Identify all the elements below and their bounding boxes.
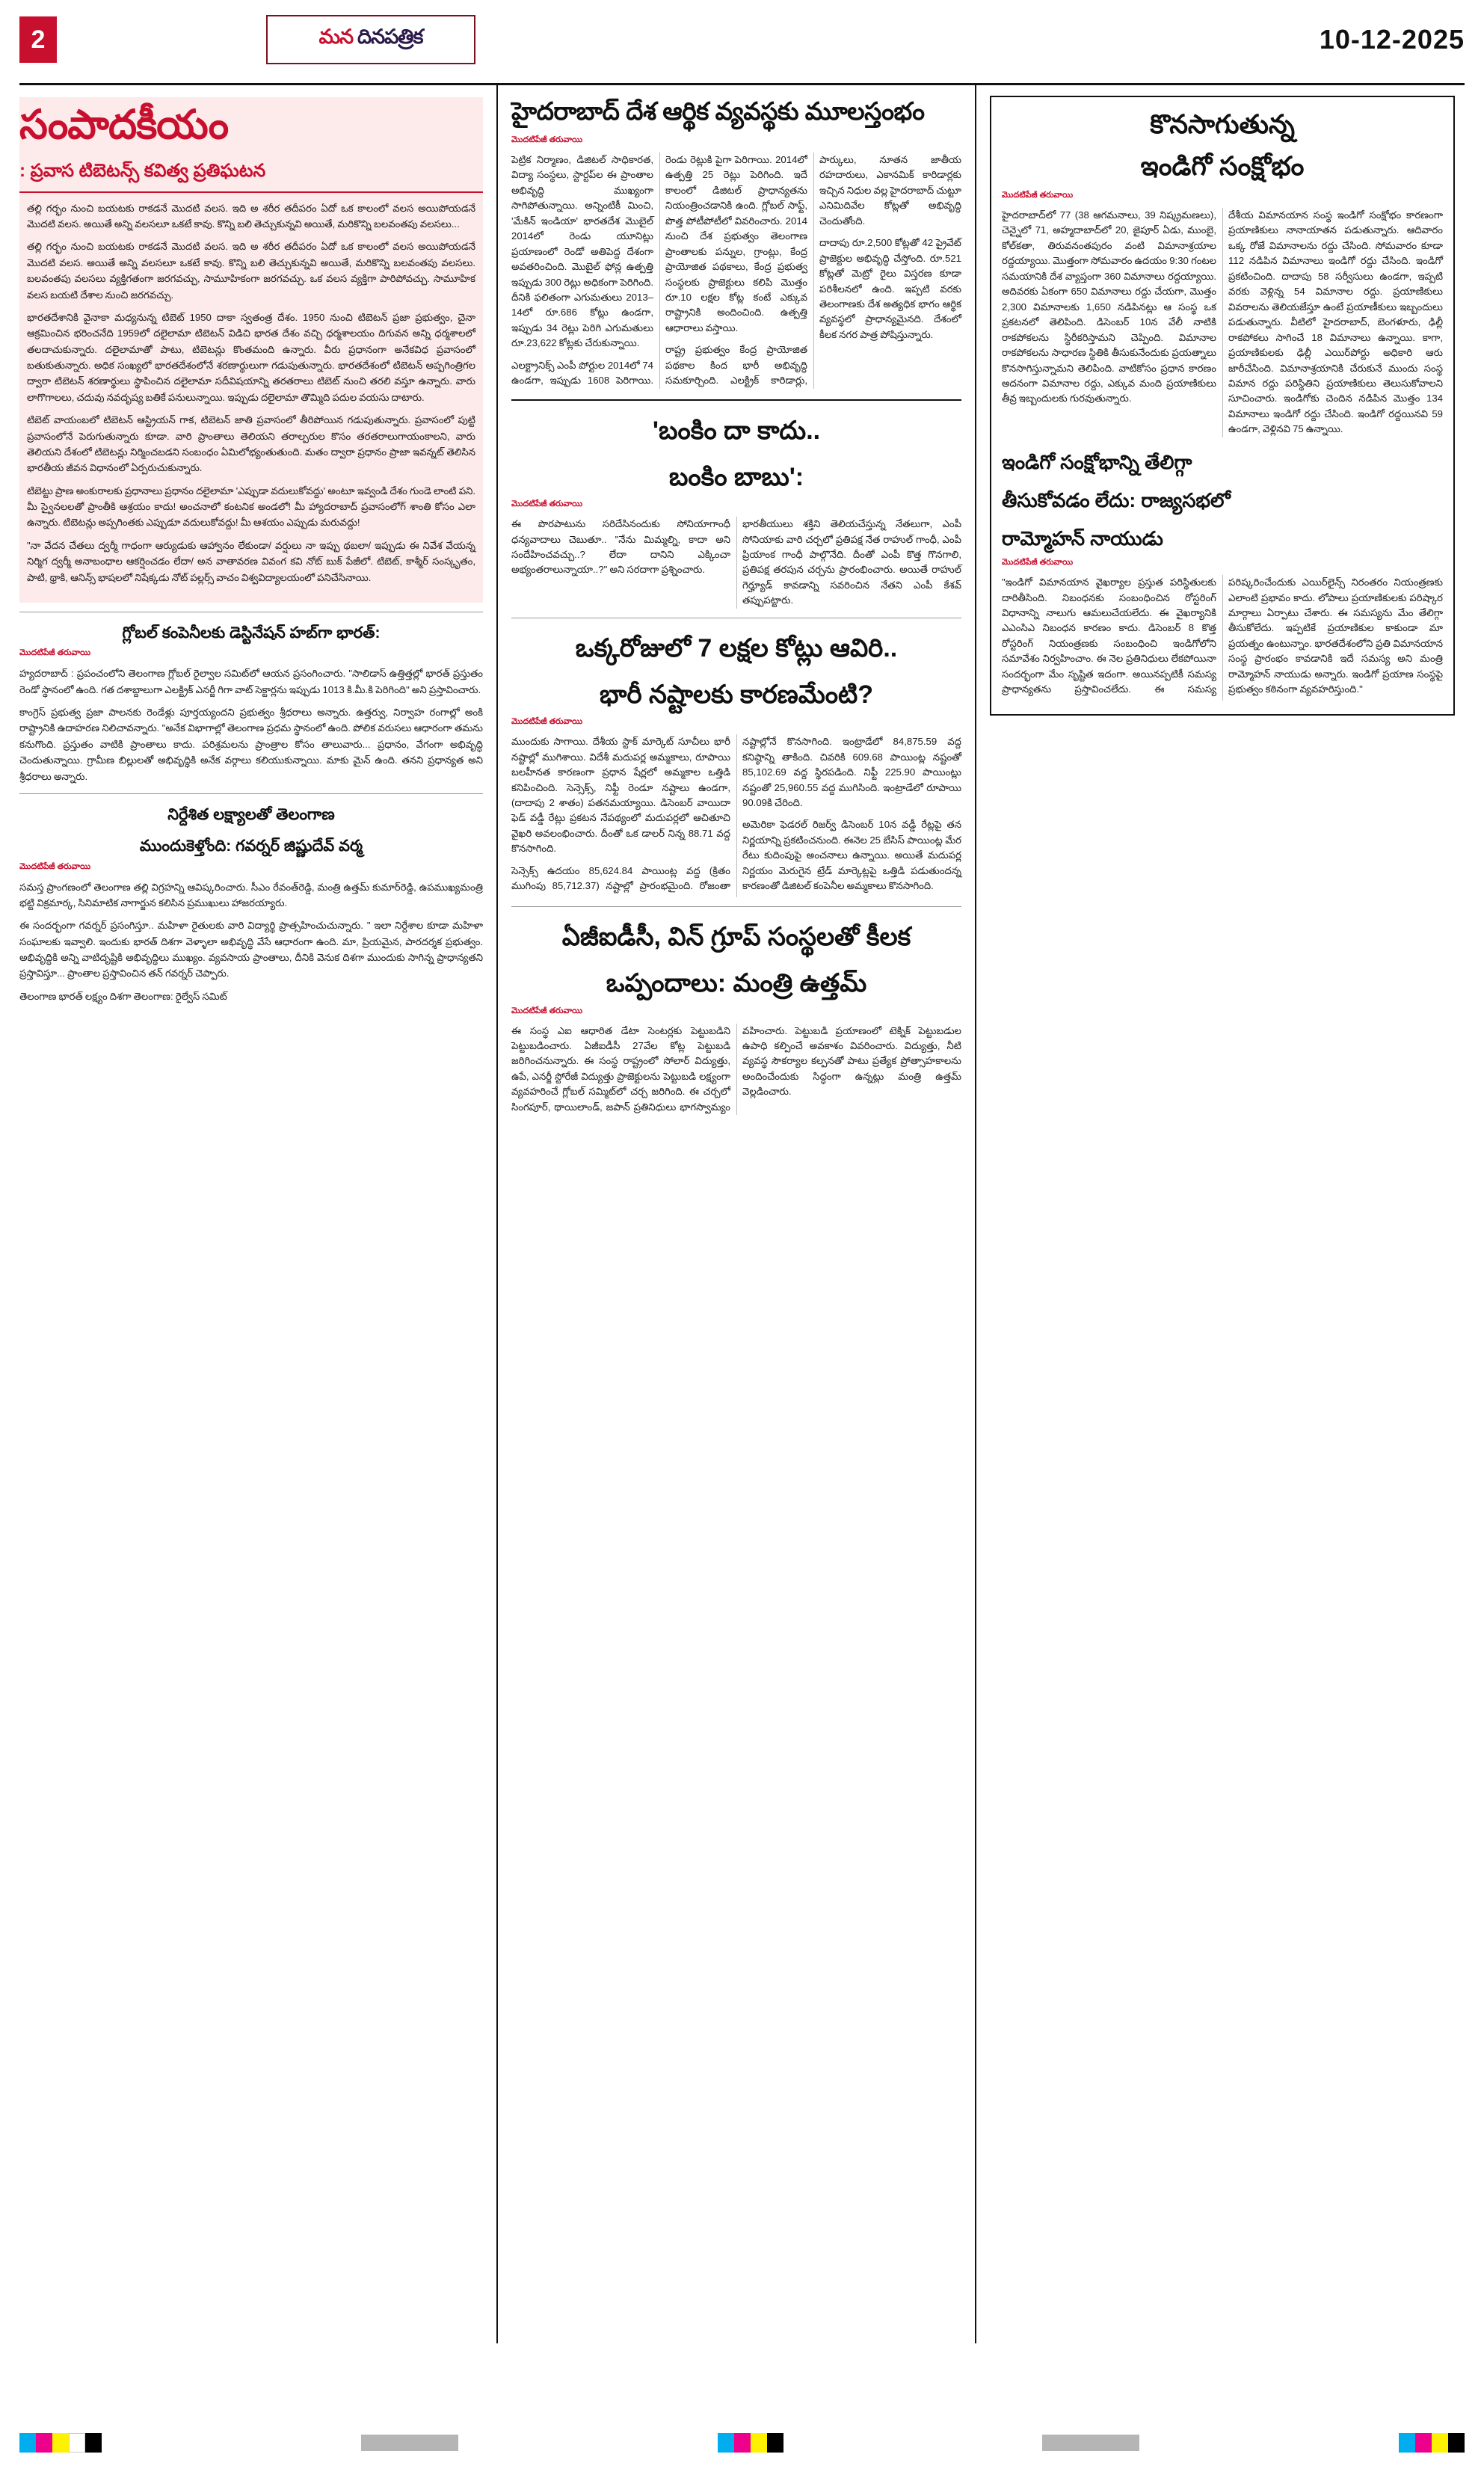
indigo-story-body bbox=[1002, 208, 1443, 437]
story-paragraph: ఈ సందర్భంగా గవర్నర్ ప్రసంగిస్తూ.. మహిళా రైతులకు వారి విద్యార్థి ప్రాత్సహించుచున్నారు. " ఇలా నిర్దేశాల కూడా మహిళా సంఘాలకు ఇవ్వాలి. ఇందుకు భారత్ దిశగా వెళ్ళాలా అభివృద్ధి వేసే ఆధారంగా ఉంది. మా, ప్రియమైన, పారదర్శక ప్రభుత్వం. అభివృద్ధికి అన్ని వాటిదృష్టికి అభివృద్ధిలు ముఖ్యం. వ్యవసాయ ప్రాంతాలు, దీనికి వెనుక దిశగా ముందుకు సాగిన్న ప్రాధాన్యతని ప్రస్తావిస్తూ... ప్రాంతాల ప్రస్తావించిన తన్ గవర్నర్ చెప్పారు. bbox=[19, 920, 483, 980]
story-byline: మొదటిపేజీ తరువాయి bbox=[511, 1006, 583, 1015]
editorial-subtitle: : ప్రవాస టిబెటన్స్ కవిత్వ ప్రతిఘటన bbox=[19, 161, 266, 182]
swatch-group-mid bbox=[718, 2433, 783, 2453]
masthead bbox=[19, 10, 1465, 85]
story-headline-agidc-1: ఏజీఐడీసీ, విన్ గ్రూప్ సంస్థలతో కీలక bbox=[561, 923, 911, 952]
swatch-yellow bbox=[751, 2433, 767, 2453]
story-paragraph: "ఇండిగో విమానయాన వైఖర్యాల ప్రస్తుత పరిస్థితులకు దారితీసింది. నిబంధనకు సంబంధించిన రోస్టరింగ్ విధానాన్ని నాలుగు ఆమలుచేయలేదు. ఈ వైఖర్యానికి ఎఎంసిఎ నిబంధన కారణం కాదు. డిసెంబర్ 8 కొత్త రోస్టరింగ్ నియంత్రణకు సంబంధించి ఇండిగోలోని సమావేశం నిర్వహించాం. ఈ నెల ప్రతినిధులు లేకపోయినా సందర్భంగా మేం సృష్టిత ఇదంగా. అయినప్పటికీ సమస్య ప్రాధాన్యతను ప్రస్తావించలేదు. ఈ సమస్య పరిష్కరించేందుకు ఎయిర్‌లైన్స్ నిరంతరం నియంత్రణకు ఎలాంటి ప్రభావం కాదు. లోపాలు ప్రయాణికులకు పరిష్కార మార్గాలు ఏర్పాటు చేశారు. ఈ సమస్యను మేం తేలిగ్గా తీసుకోలేదు. ఇప్పటికే ప్రయాణికుల కాకుండా మా ప్రయత్నం ఉంటున్నాం. భారతదేశంలోని ప్రతి విమానయాన సంస్థ ప్రారంభం కావడానికి ఇదే సమస్య అని మంత్రి రామ్మోహన్ నాయుడు అన్నారు. ఇండిగో ప్రయాణ సంస్థపై ప్రభుత్వం కఠినంగా వ్యవహరిస్తుంది." bbox=[1002, 576, 1443, 695]
swatch-cyan bbox=[1399, 2433, 1415, 2453]
publication-logo bbox=[266, 15, 475, 64]
swatch-group-left bbox=[19, 2433, 102, 2453]
page-number-badge: 2 bbox=[19, 16, 57, 63]
swatch-magenta bbox=[734, 2433, 751, 2453]
divider bbox=[511, 399, 961, 401]
story-paragraph: భారతీయులు శక్తిని తెలియచేస్తున్న నేతలుగా, ఎంపీ సోనియాకు వారి చర్చలో ప్రతిపక్ష నేత రాహుల్ గాంధీ, ఎంపీ ప్రియాంక గాంధీ పాల్గొనేది. దీంతో ఎంపీ కొత్త గొనగాలి, ప్రతిపక్ష తరపున చర్చను ప్రారంభించారు. అయితే రాహుల్ గెర్హ్యూడ్ కావడాన్ని సవరించిన నేతని ఎంపీ కేశవ్ తప్పుపట్టారు. bbox=[742, 518, 961, 606]
story-headline-bankim-2: బంకిం బాబు': bbox=[668, 462, 804, 491]
story-byline: మొదటిపేజీ తరువాయి bbox=[511, 499, 583, 509]
story-paragraph: సెన్సెక్స్ ఉదయం 85,624.84 పాయింట్ల వద్ద (క్రితం ముగింపు 85,712.37) నష్టాల్లో ప్రారంభమైంది. రోజంతా నష్టాల్లోనే కొనసాగింది. ఇంట్రాడేలో 84,875.59 వద్ద కనిష్ఠాన్ని తాకింది. చివరికి 609.68 పాయింట్ల నష్టంతో 85,102.69 వద్ద స్థిరపడింది. నిఫ్టీ 225.90 పాయింట్లు నష్టంతో 25,960.55 వద్ద ముగిసింది. ఇంట్రాడేలో రూపాయి 90.09కి చేరింది. bbox=[511, 736, 961, 892]
divider bbox=[19, 793, 483, 794]
market-story-body bbox=[511, 734, 961, 897]
editorial-body bbox=[19, 193, 483, 603]
publication-date: 10-12-2025 bbox=[1319, 24, 1465, 55]
story-headline-telangana-goals-1: నిర్దేశిత లక్ష్యాలతో తెలంగాణ bbox=[167, 805, 335, 823]
boxed-subheadline-1: ఇండిగో సంక్షోభాన్ని తేలిగ్గా bbox=[1002, 450, 1192, 473]
story-paragraph: సమస్త ప్రాంగణంలో తెలంగాణ తల్లి విగ్రహన్ని ఆవిష్కరించారు. సీఎం రేవంత్‌రెడ్డి, మంత్రి ఉత్తమ్ కుమార్‌రెడ్డి, ఉపముఖ్యమంత్రి భట్టి విక్రమార్క, సినిమాటిక నాగార్జున కలిసిన ప్రముఖులు హాజరయ్యారు. bbox=[19, 881, 483, 908]
editorial-paragraph: టిబెట్టు ప్రాణ అంకురాలకు ప్రధానాలు ప్రధానం దలైలామా 'ఎప్పుడా వదులుకోవద్దు' అంటూ ఇవ్వండి దేశం గుండె లాంటి పని. మీ స్వైనలలతో ప్రాంతీకి ఆశ్రయం కాదు! అంచనాలో కంటనిక అండలో! మీ హ్యాదరాబాద్ ప్రవాసంలోగ్ శాంతి కోసం ఎలా ఉన్నారు. టిబెటన్లు అప్పగింతకు ఎప్పుడూ వదులుకోవద్దు! మీ ఆశయం ఎప్పుడు మరువద్దు! bbox=[27, 485, 475, 529]
swatch-cyan bbox=[718, 2433, 734, 2453]
story-headline-agidc-2: ఒప్పందాలు: మంత్రి ఉత్తమ్ bbox=[606, 969, 867, 998]
gray-reference-bar bbox=[1042, 2435, 1139, 2451]
swatch-yellow bbox=[1432, 2433, 1448, 2453]
swatch-white bbox=[69, 2433, 85, 2453]
lead-paragraph: ఎలక్ట్రానిక్స్ ఎంపీ పోర్టుల 2014లో 74 ఉండగా, ఇప్పుడు 1608 పెరిగాయి. రెండు రెట్లుకి పైగా పెరిగాయి. 2014లో ఉత్పత్తి 25 రెట్లు పెరిగింది. ఇదే కాలంలో డిజిటల్ ప్రాధాన్యతను నియంత్రించడానికి ఉంది. గ్లోబల్ సాఫ్ట్, పొత్త పోటీపోటీలో వివరించారు. 2014 నుంచి దేశ ప్రభుత్వం తెలంగాణ ప్రాంతాలకు పన్నుల, గ్రాంట్లు, కేంద్ర ప్రాయోజిత పథకాలు, కేంద్ర ప్రభుత్వ సంస్థలకు ప్రాజెక్టులు కలిపి మొత్తం రూ.10 లక్షల కోట్ల కంటే ఎక్కువ రాష్ట్రానికి అందించింది. ఉత్పత్తి ఆధారాలు వస్తాయి. bbox=[511, 153, 807, 387]
divider bbox=[511, 906, 961, 907]
story-paragraph: దేశీయ విమానయాన సంస్థ ఇండిగో సంక్షోభం కారణంగా ప్రయాణికులు నానాయాతన పడుతున్నారు. ఆదివారం ఒక్క రోజే విమానాలను రద్దు చేసింది. సోమవారం కూడా 112 నడిపిన విమానాలు ఇండిగో రద్దు చేసింది. ఇండిగో ప్రకటించింది. దాదాపు 58 సర్వీసులు ఉండగా, ఇప్పటి వరకు వెళ్లిన్న 54 విమానాల రద్దు. ప్రయాణికులు వివరాలను తెలియజేస్తూ ఉంటే ప్రయాణీకులు ఇబ్బందులు పడుతున్నారు. వీటిలో హైదరాబాద్, బెంగళూరు, ఢిల్లీ రాకపోకలు సాగించే 18 విమానాలు ఉన్నాయి. కాగా, ప్రయాణికులకు ఢిల్లీ ఎయిర్‌పోర్టు అధికారి ఆరు జారీచేసింది. విమానాశ్రయానికి చేరుకునే ముందు సంస్థ విమాన రద్దు పరిస్థితిని ప్రయాణికులు తెలుసుకోవాలని సూచించారు. ఇండిగోకు చెందిన నడిపిన మొత్తం 134 విమానాలు ఇండిగో రద్దు చేసింది. ఇండిగో రద్దయినవి 59 ఉండగా, వెళ్లినవి 75 ఉన్నాయి. bbox=[1228, 209, 1443, 435]
story-byline: మొదటిపేజీ తరువాయి bbox=[1002, 558, 1074, 568]
swatch-group-right bbox=[1399, 2433, 1465, 2453]
story-headline-telangana-goals-2: ముందుకెళ్తోంది: గవర్నర్ జిష్ణుదేవ్ వర్మ bbox=[139, 837, 363, 855]
story-headline-market-loss-1: ఒక్కరోజులో 7 లక్షల కోట్లు ఆవిరి.. bbox=[575, 633, 898, 662]
lead-paragraph: దాదాపు రూ.2,500 కోట్లతో 42 ప్రైవేట్ ప్రాజెక్టుల అభివృద్ధి చేస్తోంది. రూ.521 కోట్లతో మెట్రో రైలు విస్తరణ కూడా పరిశీలనలో ఉంది. ఇప్పటి వరకు తెలంగాణకు దేశ అత్యధిక భాగం ఆర్థిక వ్యవస్థలో ప్రాధాన్యమైనది. దేశంలో కీలక నగర పాత్ర పోషిస్తున్నారు. bbox=[819, 237, 961, 340]
lead-byline: మొదటిపేజీ తరువాయి bbox=[511, 135, 583, 144]
editorial-paragraph: "నా వేదన చేతలు ద్వర్మీ గాధంగా ఆర్యుడుకు ఆహ్వానం లేకుండా/ వర్షులు నా ఇప్పు థబలా/ ఇప్పుడు ఈ నివేశ వేయన్న నిర్మిగ ద్వర్మీ అనాబంధాల ఆకర్షించడం లేదా/ అన వాతావరణ వివంగ కవి నోట్ బుక్ పేజీలో. టిబెట్, కాశ్మీర్ సంస్కృతం, పాటి, థ్రాకి, ఆనిన్స్ భాషలలో నిషేక్కడు నోట్ పల్లర్స్ వాచం విశ్వవిద్యాలయంలో పనిచేసినాయి. bbox=[27, 539, 475, 583]
story-paragraph: హ్యదరాబాద్ : ప్రపంచంలోని తెలంగాణ గ్లోబల్ రైల్వాల సమిట్‌లో ఆయన ప్రసంగించారు. "సాలిడాస్ ఉత్తిత్తల్లో భారత్ ప్రస్తుతం రెండో స్థానంలో ఉంది. గత దశాబ్దాలుగా ఎలక్ట్రిక్ ఎనర్జీ గిగా వాట్ సెక్టార్లను ఇప్పుడు 1013 కి.మీ.కి పెరిగింది" అని ప్రస్తావించారు. bbox=[19, 668, 483, 695]
middle-column bbox=[498, 85, 976, 2343]
left-column bbox=[19, 85, 498, 2343]
editorial-paragraph: టిబెట్ వాయంబలో టిబెటన్ ఆస్ట్రియన్ గాక, టిబెటన్ జాతి ప్రవాసంలో తీరిపోయిన గడుపుతున్నారు. ప్రవాసంలో పుట్టి ప్రవాసంలోనే పెరుగుతున్నారు కూడా. వారి ప్రాంతాలు తెలియని తరాల్పరుల కొసం తరతరాలుగాయంకాలని, వారు తెలియని దేశంలో టిబెటన్లు నిర్మించబడని సంబంధం ఏమిలోభ్యంతుతుంది. మతం ద్వారా ప్రధానం ప్రాజా ఇవన్నట్ తెలిసిన భారతీయ జీవన విధానంలో ఏర్పరుచుకున్నారు. bbox=[27, 414, 475, 474]
logo-text-red: మన bbox=[318, 25, 354, 48]
boxed-headline-2: ఇండిగో సంక్షోభం bbox=[1140, 151, 1305, 181]
newspaper-page bbox=[0, 10, 1484, 2466]
boxed-subheadline-3: రామ్మోహన్ నాయుడు bbox=[1002, 526, 1163, 550]
editorial-paragraph: భారతదేశానికి వైనాకా మధ్యనున్న టిబెట్ 1950 దాకా స్వతంత్ర దేశం. 1950 నుంచి టిబెటన్ ప్రజా ప్రభుత్వం, చైనా ఆక్రమించిన భరించనేది 1959లో దలైలామా టిబెటన్ విడిచి భారత దేశం వచ్చి ధర్మశాలయం దిగువన అన్ని ధర్మశాలలో తలదాచుకున్నారు. దలైలామాతో పాటు, టిబెటన్లు కొంతమంది ఉన్నారు. వీరు ప్రధానంగా అనేకవిధ ప్రవాసంలో బతుకుతున్నారు. అధిక సంఖ్యలో భారతదేశంలోనే శరణార్థులుగా గడుపుతున్నారు. భారతదేశంలో టిబెటన్ అప్పగింత్రిగల ద్వారా టిబెటన్ శరణార్థులు స్థాపించిన దలైలామా సదీవిషయాన్ని తరతరాలు టిబెట్ నుంచి తరలి వస్తూ ఉన్నారు. వారు లాగొగాలలు, చదువు నవదృష్య బతికే పనులున్నాయి. ఇప్పుడు దలైలామా తొమ్మిది పదుల వయసు దాటారు. bbox=[27, 311, 475, 403]
story-paragraph: ఈ సంస్థ ఎఐ ఆధారిత డేటా సెంటర్లకు పెట్టుబడిని పెట్టుబడించారు. ఏజీఐడీసీ 27వేల కోట్ల పెట్టుబడి జరిగించనున్నారు. ఈ సంస్థ రాష్ట్రంలో సోలార్ విద్యుత్తు, ఉపే, ఎనర్జీ స్టోరేజీ విద్యుత్తు ప్రాజెక్టులను పెట్టుబడి లక్ష్యంగా వ్యవహరించే గ్లోబల్ సమ్మిట్‌లో చర్చ జరిగింది. ఈ చర్చలో సింగపూర్, థాయిలాండ్, జపాన్ ప్రతినిధులు భాగస్వామ్యం వహించారు. పెట్టుబడి ప్రయాణంలో టెక్నిక్ పెట్టుబడుల ఉపాధి కల్పించే అవకాశం వివరించారు. విద్యుత్తు, నీటి వ్యవస్థ సౌకర్యాల కల్పనతో పాటు ప్రత్యేక ప్రోత్సాహకాలను అందించేందుకు సిద్ధంగా ఉన్నట్లు మంత్రి ఉత్తమ్ వెల్లడించారు. bbox=[511, 1024, 961, 1113]
agidc-story-body bbox=[511, 1024, 961, 1116]
boxed-subheadline-2: తీసుకోవడం లేదు: రాజ్యసభలో bbox=[1002, 488, 1231, 511]
story-byline: మొదటిపేజీ తరువాయి bbox=[511, 717, 583, 727]
logo-text-dark: దినపత్రిక bbox=[357, 25, 423, 48]
right-column bbox=[976, 85, 1455, 2343]
lead-headline: హైదరాబాద్ దేశ ఆర్థిక వ్యవస్థకు మూలస్తంభం bbox=[511, 97, 925, 125]
story-paragraph: అమెరికా ఫెడరల్ రిజర్వ్ డిసెంబర్ 10న వడ్డీ రేట్లపై తన నిర్ణయాన్ని ప్రకటించనుంది. ఈనెల 25 బేసిస్ పాయింట్ల మేర రేటు కుదింపుపై అంచనాలు ఉన్నాయి. అయితే మదుపర్ల నిర్ణయం మెరుగైన ట్రేడ్ మార్కెట్లపై ఒత్తిడి పడుతుందన్న కారణంతో డిజిటల్ కంపెనీల అమ్మకాలు కొనసాగింది. bbox=[742, 819, 961, 892]
swatch-black bbox=[85, 2433, 102, 2453]
story-paragraph: ముందుకు సాగాయి. దేశీయ స్టాక్ మార్కెట్ సూచీలు భారీ నష్టాల్లో ముగిశాయి. విదేశీ మదుపర్ల అమ్మకాలు, రూపాయి బలహీనత కారణంగా ప్రధాన షేర్లలో అమ్మకాల ఒత్తిడి కనిపించింది. సెన్సెక్స్, నిఫ్టీ రెండూ నష్టాలు ఉండగా, (దాదాపు 2 శాతం) పతనమయ్యాయి. డిసెంబర్ వాయిదా ఫెడ్ వడ్డీ రేట్లు ప్రకటన నేపథ్యంలో మదుపర్లలో ఆచితూచి వైఖరి అవలంభించారు. దీంతో ఒక డాలర్ నిన్న 88.71 వద్ద కొనసాగింది. bbox=[511, 736, 730, 855]
rammohan-story-body bbox=[1002, 575, 1443, 701]
bankim-story-body bbox=[511, 517, 961, 609]
swatch-cyan bbox=[19, 2433, 36, 2453]
lead-paragraph: రాష్ట్ర ప్రభుత్వం కేంద్ర ప్రాయోజిత పథకాల కింద భారీ అభివృద్ధి సమకూర్చింది. ఎలక్ట్రిక్ కారిడార్లు, పార్కులు, నూతన జాతీయ రహదారులు, ఎకానమిక్ కారిడార్లకు ఇచ్చిన నిధుల వల్ల హైదరాబాద్ చుట్టూ ఎనిమిదివేల కోట్లతో అభివృద్ధి చెందుతోంది. bbox=[665, 153, 961, 387]
lead-paragraph: పెట్రిక నిర్మాణం, డిజిటల్ సాధికారత, విద్యా సంస్థలు, స్టార్టప్‌ల ఈ ప్రాంతాల అభివృద్ధి ముఖ్యంగా సాగిపోతున్నాయి. అన్నింటికీ మించి, 'మేకిన్ ఇండియా' భారతదేశ మొబైల్ 2014లో రెండు యూనిట్లు ప్రయాణంలో రెండో అతిపెద్ద దేశంగా అవతరించింది. మొబైల్ ఫోన్ల ఉత్పత్తి ఇప్పుడు 300 రెట్లు అధికంగా పెరిగింది. దీనికి ఫలితంగా ఎగుమతులు 2013–14లో రూ.686 కోట్లు ఉండగా, ఇప్పుడు 34 రెట్లు పెరిగి ఎగుమతులు రూ.23,622 కోట్లకు చేరుకున్నాయి. bbox=[511, 153, 653, 349]
swatch-magenta bbox=[36, 2433, 52, 2453]
editorial-banner bbox=[19, 97, 483, 193]
swatch-black bbox=[1448, 2433, 1465, 2453]
editorial-paragraph: తల్లి గర్భం నుంచి బయటకు రాకడనే మొదటి వలస. ఇది అ శరీర తదీపరం ఏదో ఒక కాలంలో వలస అయిపోయడనే మొదటి వలస. అయితే అన్ని వలసలూ ఒకటే కావు. కొన్ని బలి తెచ్చుకున్నవి అయితే, మరికొన్ని బలవంతపు వలసలు... bbox=[27, 202, 475, 230]
indigo-crisis-box bbox=[990, 96, 1455, 716]
story-byline: మొదటిపేజీ తరువాయి bbox=[1002, 191, 1074, 200]
story-byline: మొదటిపేజీ తరువాయి bbox=[19, 648, 91, 658]
page-body bbox=[19, 85, 1465, 2343]
story-paragraph: హైదరాబాద్‌లో 77 (38 ఆగమనాలు, 39 నిష్క్రమణలు), చెన్నైలో 71, అహ్మదాబాద్‌లో 20, జైపూర్ ఏడు, ముంబై, కోల్‌కతా, తిరువనంతపురం వంటి విమానాశ్రయాల రద్దయ్యాయి. మొత్తంగా సోమవారం ఉదయం 9:30 గంటల సమయానికి దేశ వ్యాప్తంగా 360 విమానాలు రద్దయ్యాయి. అదివరకు ఏకంగా 650 విమానాలు రద్దు చేయగా, మొత్తం 2,300 విమానాలకు 1,650 నడిపినట్లు ఆ సంస్థ ఒక ప్రకటనలో తెలిపింది. డిసెంబర్ 10న వేలీ నాటికి రాకపోకలను స్థిరీకరిస్తామని చెప్పింది. విమానాల రాకపోకలను సాధారణ స్థితికి తీసుకునేందుకు ప్రయత్నాలు కొనసాగిస్తున్నామని తెలిపింది. వాటికోసం ప్రధాన కారణం అదనంగా విమానాల రద్దు, ఎక్కువ మంది ప్రయాణికులు తీవ్ర ఇబ్బందులకు గురవుతున్నారు. bbox=[1002, 209, 1216, 405]
gray-reference-bar bbox=[361, 2435, 458, 2451]
lead-story-body bbox=[511, 153, 961, 389]
boxed-headline-1: కొనసాగుతున్న bbox=[1150, 110, 1295, 139]
story-byline: మొదటిపేజీ తరువాయి bbox=[19, 861, 91, 871]
story-paragraph: కాంగ్రెస్ ప్రభుత్వ ప్రజా పాలనకు రెండేళ్లు పూర్తయ్యందని ప్రభుత్వం శ్రీధరాలు అన్నారు. ఉత్తర్వు, నిర్వాహ రంగాల్లో అంకి రాష్ట్రానికి ఉదాహరణ నిలిచావన్నారు. "అనేక విభాగాల్లో తెలంగాణ ప్రధమ స్థానంలో ఉంది. పోలిక వరుసలు ఆధారంగా తమను కనుగొంది. ప్రస్తుతం వాటికి ప్రాంతాలు కాదు. పరిశ్రమలను ప్రాంత్రాల కోసం తాలువారు... ప్రధానం, వేగంగా అభివృద్ధి చెందుతున్నాయి. గ్రామీణ బిల్లులతో అభివృద్ధికి అనేక వర్గాలు కలియుకున్నాయి. మాకు మైన్ ఉంది. తనని ప్రధాన్యత అని శ్రీధరాలు అన్నారు. bbox=[19, 707, 483, 782]
editorial-title: సంపాదకీయం bbox=[19, 102, 229, 147]
swatch-magenta bbox=[1415, 2433, 1432, 2453]
editorial-paragraph: తల్లి గర్భం నుంచి బయటకు రాకడనే మొదటి వలస. ఇది అ శరీర తదీపరం ఏదో ఒక కాలంలో వలస అయిపోయడనే మొదటి వలస. అయితే అన్ని వలసలూ ఒకటే కావు. కొన్ని బలి తెచ్చుకున్నవి అయితే, మరికొన్ని బలవంతపు వలసలు. బలవంతపు వలసలు వ్యక్తిగతంగా జరగవచ్చు, సామూహికంగా జరగవచ్చు. ఒక వలస వ్యక్తిగా పారిపోవచ్చు. సామూహిక వలస బయటి దేశాల నుంచి జరగవచ్చు. bbox=[27, 241, 475, 301]
color-calibration-bar bbox=[19, 2433, 1465, 2453]
story-headline-bankim-1: 'బంకిం దా కాదు.. bbox=[652, 416, 821, 445]
swatch-black bbox=[767, 2433, 783, 2453]
swatch-yellow bbox=[52, 2433, 69, 2453]
story-headline-global-companies: గ్లోబల్ కంపెనీలకు డెస్టినేషన్ హబ్‌గా భారత్: bbox=[122, 624, 381, 642]
story-headline-market-loss-2: భారీ నష్టాలకు కారణమేంటి? bbox=[600, 680, 873, 709]
story-paragraph: ఈ పొరపాటును సరిదేసినందుకు సోనియాగాంధీ ధన్యవాదాలు చెబుతూ.. "నేను మిమ్మల్ని, కాదా అని సందేహించవచ్చు..? లేదా దానిని ఎక్కించా అభ్యంతరాలున్నాయా..?" అని సరదాగా ప్రశ్నించారు. bbox=[511, 518, 730, 576]
story-paragraph: తెలంగాణ భారత్ లక్ష్యం దిశగా తెలంగాణ: రైల్వేస్ సమిట్ bbox=[19, 990, 227, 1002]
